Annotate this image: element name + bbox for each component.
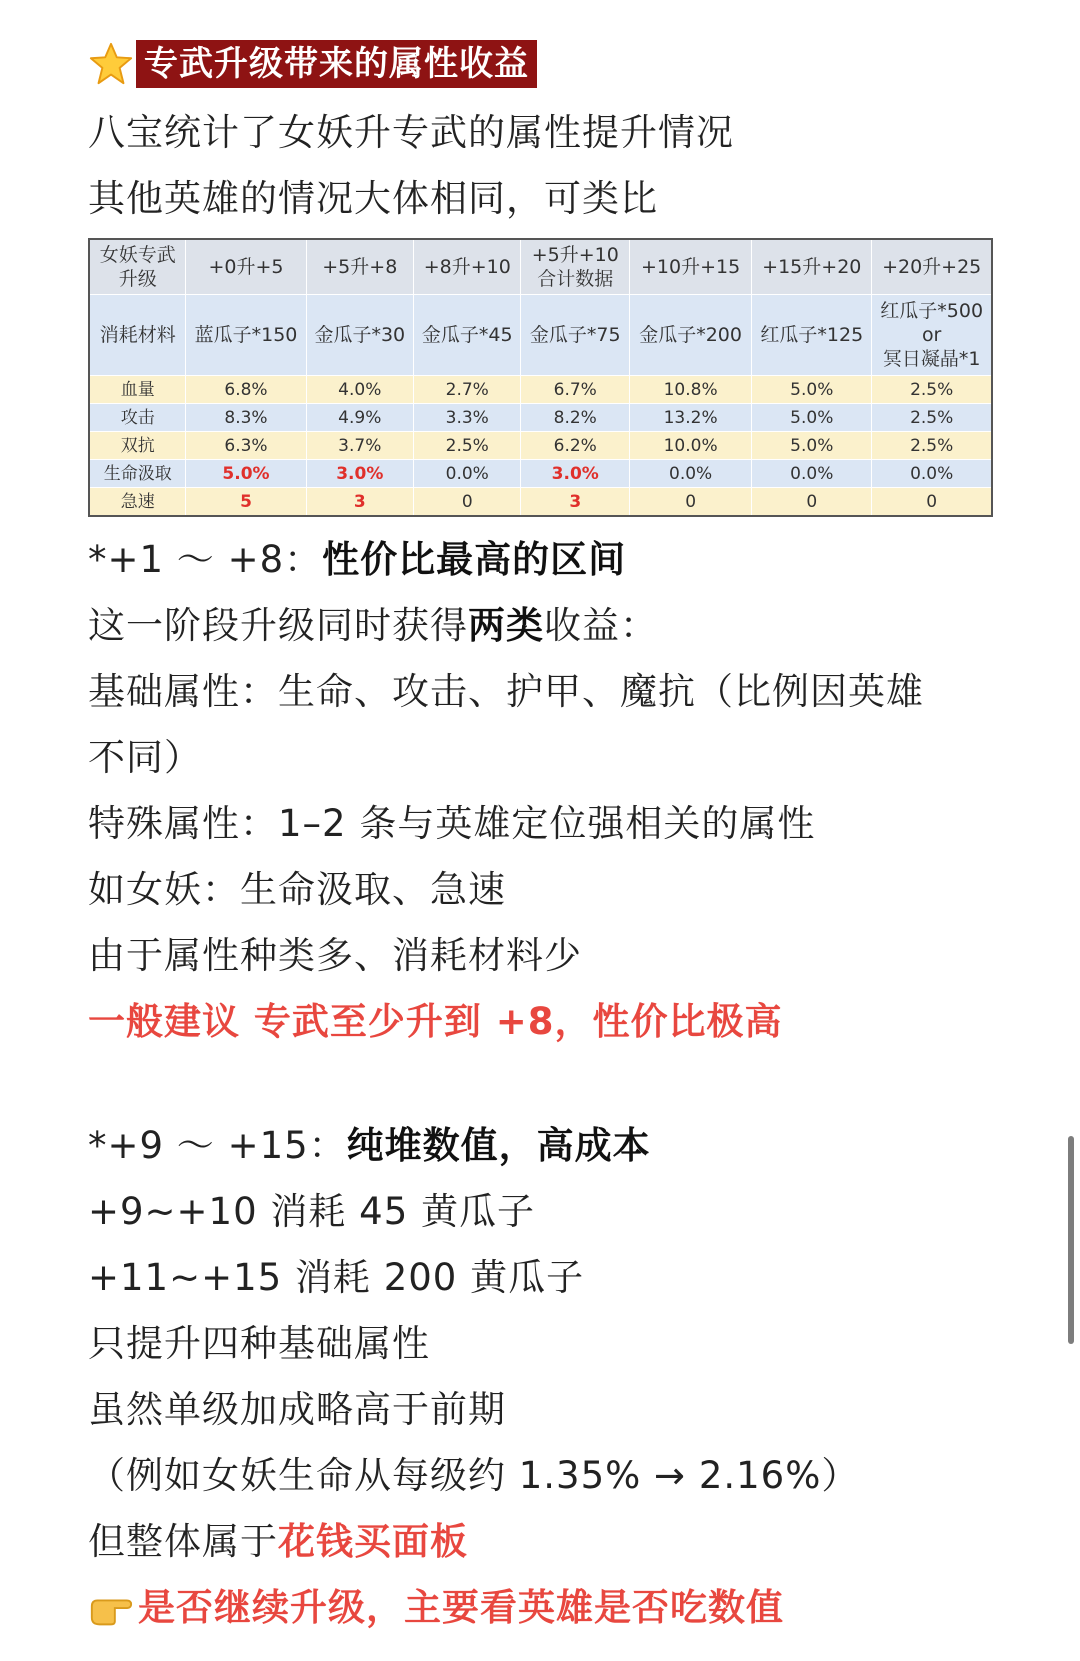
s1-title <box>88 527 1008 593</box>
table-cell: 2.7% <box>414 376 521 404</box>
table-cell: 6.2% <box>521 432 630 460</box>
table-cell: 0.0% <box>872 460 992 488</box>
s1-recommendation: 一般建议 专武至少升到 +8，性价比极高 <box>88 1000 783 1043</box>
table-cell: 0.0% <box>414 460 521 488</box>
row-label: 血量 <box>89 376 186 404</box>
s2-line-1: +9~+10 消耗 45 黄瓜子 <box>88 1190 535 1233</box>
header-cell: +20升+25 <box>872 239 992 295</box>
s2-line-5: （例如女妖生命从每级约 1.35% → 2.16%） <box>88 1454 860 1497</box>
table-cell: 4.9% <box>306 404 413 432</box>
s2-l6-a: 但整体属于 <box>88 1520 278 1563</box>
section-heading <box>88 38 1008 90</box>
table-row <box>89 488 992 517</box>
table-cell: 5.0% <box>752 376 872 404</box>
table-cell: 3.0% <box>521 460 630 488</box>
header-cell: +5升+10 合计数据 <box>521 239 630 295</box>
intro-line-1: 八宝统计了女妖升专武的属性提升情况 <box>88 111 734 154</box>
table-cell: 0 <box>752 488 872 517</box>
s1-line-3: 不同） <box>88 736 202 779</box>
s2-title-bold: 纯堆数值，高成本 <box>346 1124 651 1167</box>
table-cell: 3 <box>521 488 630 517</box>
table-material-row <box>89 295 992 376</box>
s1-title-prefix: *+1 ～ +8： <box>88 538 323 581</box>
spacer <box>88 1055 1008 1113</box>
table-cell: 5.0% <box>752 432 872 460</box>
s2-conclusion-text: 是否继续升级，主要看英雄是否吃数值 <box>138 1586 784 1629</box>
s2-line-6 <box>88 1509 1008 1575</box>
material-cell: 红瓜子*500 or 冥日凝晶*1 <box>872 295 992 376</box>
s1-l1-a: 这一阶段升级同时获得 <box>88 604 468 647</box>
s2-title <box>88 1113 1008 1179</box>
row-label: 攻击 <box>89 404 186 432</box>
material-cell: 金瓜子*45 <box>414 295 521 376</box>
table-cell: 4.0% <box>306 376 413 404</box>
table-cell: 0 <box>630 488 752 517</box>
row-label: 生命汲取 <box>89 460 186 488</box>
heading-title: 专武升级带来的属性收益 <box>136 40 537 88</box>
table-cell: 0 <box>872 488 992 517</box>
material-cell: 金瓜子*200 <box>630 295 752 376</box>
upgrade-stats-table <box>88 238 993 517</box>
header-cell: +0升+5 <box>186 239 306 295</box>
table-cell: 5 <box>186 488 306 517</box>
table-cell: 2.5% <box>872 404 992 432</box>
pointing-hand-icon <box>88 1592 134 1628</box>
s1-l1-b: 收益： <box>544 604 658 647</box>
table-row <box>89 404 992 432</box>
material-cell: 蓝瓜子*150 <box>186 295 306 376</box>
s1-line-5: 如女妖：生命汲取、急速 <box>88 868 506 911</box>
table-cell: 3.0% <box>306 460 413 488</box>
article <box>88 38 1008 1641</box>
table-cell: 2.5% <box>414 432 521 460</box>
row-label: 消耗材料 <box>89 295 186 376</box>
table-cell: 2.5% <box>872 432 992 460</box>
row-label: 双抗 <box>89 432 186 460</box>
star-icon <box>88 41 134 87</box>
intro-line-2: 其他英雄的情况大体相同，可类比 <box>88 177 658 220</box>
s1-line-1 <box>88 593 1008 659</box>
table-cell: 8.3% <box>186 404 306 432</box>
s2-title-prefix: *+9 ～ +15： <box>88 1124 347 1167</box>
s2-l6-red: 花钱买面板 <box>278 1520 468 1563</box>
s1-title-bold: 性价比最高的区间 <box>322 538 627 581</box>
table-row <box>89 460 992 488</box>
table-cell: 0 <box>414 488 521 517</box>
scrollbar[interactable] <box>1068 1136 1074 1344</box>
table-cell: 0.0% <box>752 460 872 488</box>
material-cell: 红瓜子*125 <box>752 295 872 376</box>
material-cell: 金瓜子*75 <box>521 295 630 376</box>
header-cell: +5升+8 <box>306 239 413 295</box>
table-row <box>89 432 992 460</box>
table-cell: 5.0% <box>186 460 306 488</box>
s1-line-2: 基础属性：生命、攻击、护甲、魔抗（比例因英雄 <box>88 670 924 713</box>
header-cell: +8升+10 <box>414 239 521 295</box>
table-cell: 6.8% <box>186 376 306 404</box>
material-cell: 金瓜子*30 <box>306 295 413 376</box>
header-cell: +15升+20 <box>752 239 872 295</box>
table-cell: 6.7% <box>521 376 630 404</box>
table-cell: 3.7% <box>306 432 413 460</box>
s2-line-2: +11~+15 消耗 200 黄瓜子 <box>88 1256 585 1299</box>
table-row <box>89 376 992 404</box>
s2-conclusion <box>88 1575 1008 1641</box>
table-cell: 3.3% <box>414 404 521 432</box>
table-cell: 2.5% <box>872 376 992 404</box>
table-cell: 6.3% <box>186 432 306 460</box>
table-cell: 5.0% <box>752 404 872 432</box>
table-cell: 8.2% <box>521 404 630 432</box>
s2-line-3: 只提升四种基础属性 <box>88 1322 430 1365</box>
table-header-row <box>89 239 992 295</box>
table-cell: 10.0% <box>630 432 752 460</box>
header-cell: +10升+15 <box>630 239 752 295</box>
header-cell: 女妖专武 升级 <box>89 239 186 295</box>
row-label: 急速 <box>89 488 186 517</box>
s1-line-4: 特殊属性：1–2 条与英雄定位强相关的属性 <box>88 802 816 845</box>
table-cell: 0.0% <box>630 460 752 488</box>
s1-l1-bold: 两类 <box>468 604 544 647</box>
s1-line-6: 由于属性种类多、消耗材料少 <box>88 934 582 977</box>
table-cell: 10.8% <box>630 376 752 404</box>
s2-line-4: 虽然单级加成略高于前期 <box>88 1388 506 1431</box>
table-cell: 13.2% <box>630 404 752 432</box>
table-cell: 3 <box>306 488 413 517</box>
